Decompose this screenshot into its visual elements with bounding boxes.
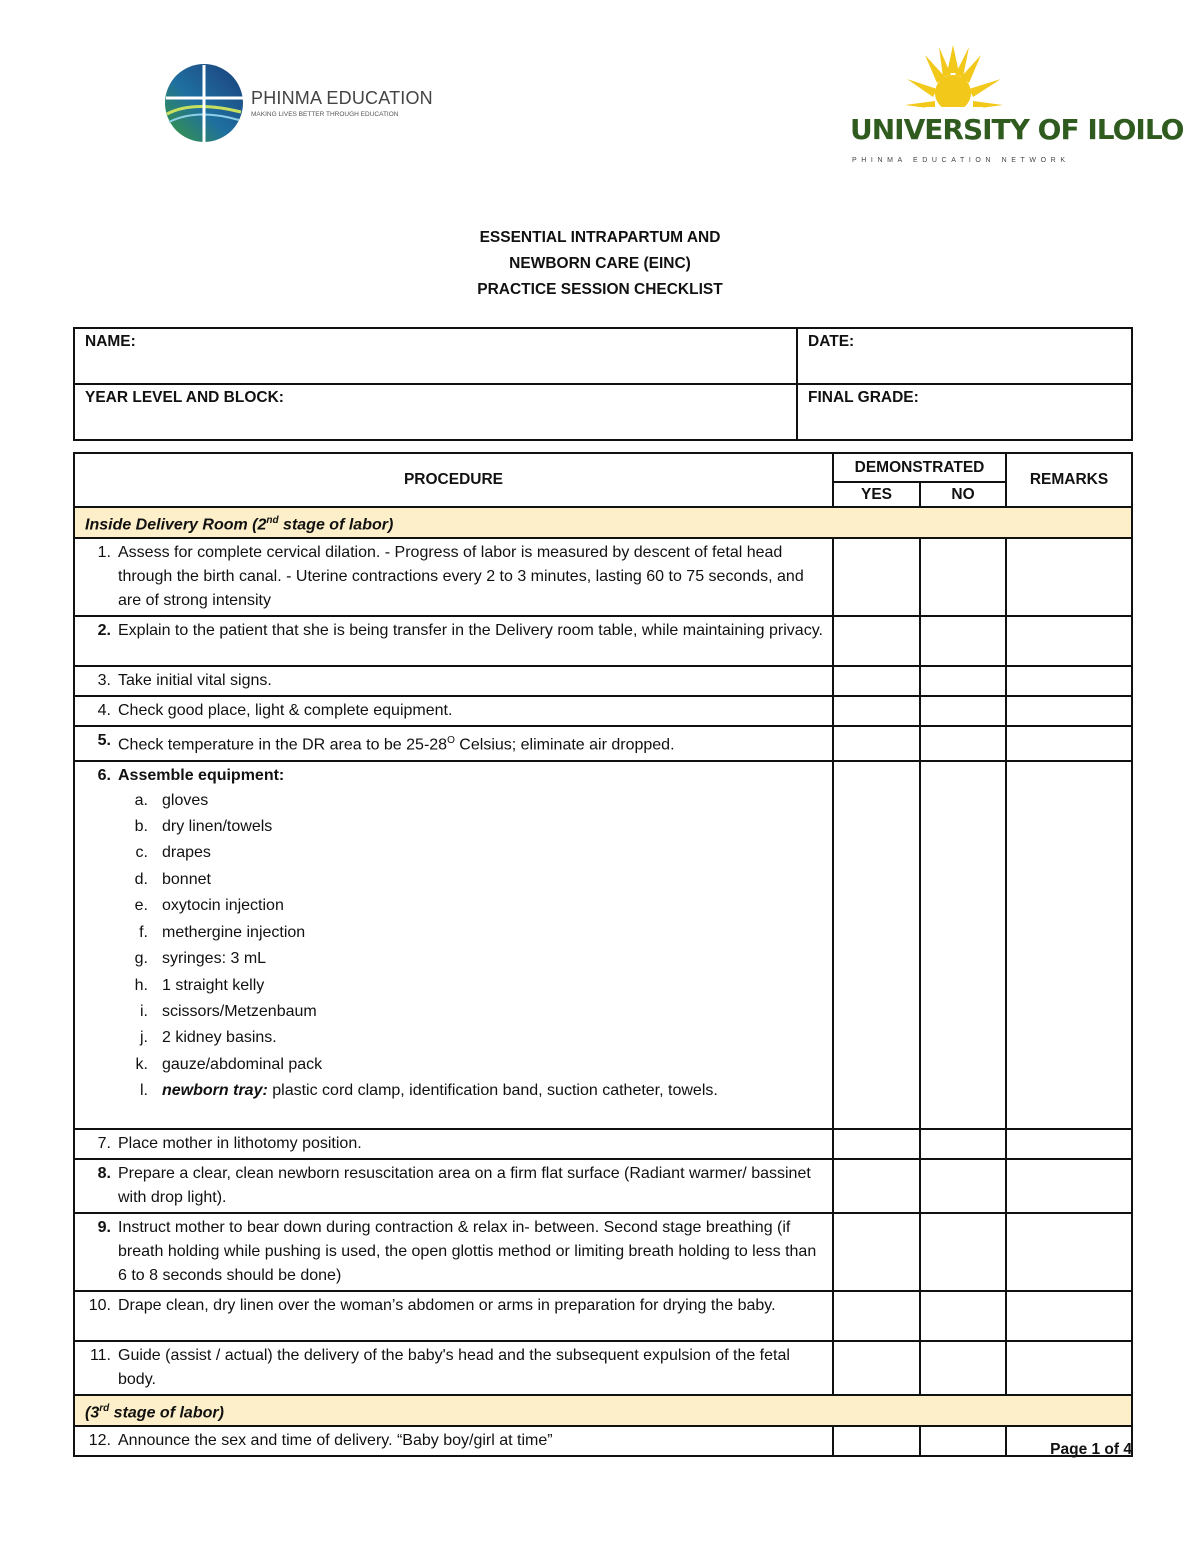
yes-cell[interactable] bbox=[833, 1129, 920, 1159]
item-number: 6. bbox=[97, 766, 111, 784]
yes-cell[interactable] bbox=[833, 696, 920, 726]
checklist-table bbox=[73, 452, 1133, 1457]
university-name: UNIVERSITY OF ILOILO bbox=[850, 113, 1184, 146]
item-text: Prepare a clear, clean newborn resuscitation area on a firm flat surface (Radiant warmer/ bassinet with drop light). bbox=[118, 1164, 811, 1206]
item-number: 1. bbox=[97, 544, 111, 562]
yes-cell[interactable] bbox=[833, 1159, 920, 1213]
list-item: j. 2 kidney basins. bbox=[140, 1029, 277, 1047]
student-info-table bbox=[73, 327, 1133, 441]
table-row bbox=[74, 1291, 1132, 1341]
no-cell[interactable] bbox=[920, 1426, 1006, 1456]
yes-cell[interactable] bbox=[833, 666, 920, 696]
remarks-header: REMARKS bbox=[1006, 453, 1132, 507]
no-cell[interactable] bbox=[920, 538, 1006, 616]
degree-sup: O bbox=[447, 735, 455, 747]
item-text: Assemble equipment: bbox=[118, 766, 285, 784]
no-cell[interactable] bbox=[920, 1213, 1006, 1291]
remarks-cell[interactable] bbox=[1006, 616, 1132, 666]
yes-cell[interactable] bbox=[833, 1213, 920, 1291]
title-line-3: PRACTICE SESSION CHECKLIST bbox=[477, 281, 723, 298]
phinma-tagline: MAKING LIVES BETTER THROUGH EDUCATION bbox=[251, 111, 399, 118]
yes-cell[interactable] bbox=[833, 726, 920, 760]
remarks-cell[interactable] bbox=[1006, 1341, 1132, 1395]
section-sup: nd bbox=[266, 515, 279, 526]
list-item: g. syringes: 3 mL bbox=[134, 950, 267, 968]
no-cell[interactable] bbox=[920, 616, 1006, 666]
university-network: PHINMA EDUCATION NETWORK bbox=[852, 157, 1070, 164]
remarks-cell[interactable] bbox=[1006, 696, 1132, 726]
list-item: e. oxytocin injection bbox=[134, 897, 284, 915]
demonstrated-header: DEMONSTRATED bbox=[833, 453, 1006, 482]
list-item: l. newborn tray: plastic cord clamp, identification band, suction catheter, towels. bbox=[140, 1082, 718, 1100]
title-line-2: NEWBORN CARE (EINC) bbox=[509, 255, 691, 272]
item-text: Assess for complete cervical dilation. - Progress of labor is measured by descent of fetal head through the birth canal. - Uterine contractions every 2 to 3 minutes, lasting 60 to 75 seconds, and are of strong intensity bbox=[118, 544, 804, 610]
table-row bbox=[74, 726, 1132, 760]
year-level-field[interactable]: YEAR LEVEL AND BLOCK: bbox=[74, 384, 797, 440]
item-text-end: Celsius; eliminate air dropped. bbox=[454, 736, 675, 754]
remarks-cell[interactable] bbox=[1006, 1129, 1132, 1159]
no-cell[interactable] bbox=[920, 726, 1006, 760]
item-text: Place mother in lithotomy position. bbox=[118, 1134, 362, 1152]
table-row bbox=[74, 696, 1132, 726]
page-number: Page 1 of 4 bbox=[1050, 1441, 1132, 1458]
list-item: b. dry linen/towels bbox=[134, 818, 273, 836]
item-text: Check temperature in the DR area to be 25-28 bbox=[118, 736, 448, 754]
section-second-stage bbox=[74, 507, 1132, 538]
no-cell[interactable] bbox=[920, 1159, 1006, 1213]
remarks-cell[interactable] bbox=[1006, 726, 1132, 760]
yes-cell[interactable] bbox=[833, 761, 920, 1129]
item-number: 3. bbox=[97, 672, 111, 690]
item-text: Announce the sex and time of delivery. “Baby boy/girl at time” bbox=[118, 1431, 553, 1449]
phinma-globe-icon bbox=[163, 62, 245, 144]
remarks-cell[interactable] bbox=[1006, 538, 1132, 616]
table-row bbox=[74, 1426, 1132, 1456]
no-cell[interactable] bbox=[920, 696, 1006, 726]
phinma-logo bbox=[163, 62, 433, 152]
remarks-cell[interactable] bbox=[1006, 666, 1132, 696]
table-row bbox=[74, 1129, 1132, 1159]
list-item: f. methergine injection bbox=[139, 923, 306, 941]
university-logo bbox=[850, 45, 1184, 170]
item-text: Drape clean, dry linen over the woman’s abdomen or arms in preparation for drying the baby. bbox=[118, 1296, 776, 1314]
remarks-cell[interactable] bbox=[1006, 1291, 1132, 1341]
item-number: 12. bbox=[88, 1431, 111, 1449]
no-cell[interactable] bbox=[920, 761, 1006, 1129]
yes-header: YES bbox=[833, 482, 920, 507]
item-number: 7. bbox=[97, 1134, 111, 1152]
item-number: 4. bbox=[97, 702, 111, 720]
item-text: Check good place, light & complete equipment. bbox=[118, 702, 453, 720]
table-row bbox=[74, 1213, 1132, 1291]
section-third-stage bbox=[74, 1395, 1132, 1426]
yes-cell[interactable] bbox=[833, 1291, 920, 1341]
section-sup: rd bbox=[99, 1402, 110, 1414]
yes-cell[interactable] bbox=[833, 1426, 920, 1456]
section-label-end: stage of labor) bbox=[109, 1403, 224, 1421]
title-line-1: ESSENTIAL INTRAPARTUM AND bbox=[479, 229, 721, 246]
list-item: i. scissors/Metzenbaum bbox=[140, 1002, 317, 1020]
item-number: 10. bbox=[88, 1296, 111, 1314]
list-item: h. 1 straight kelly bbox=[134, 976, 265, 994]
item-number: 2. bbox=[97, 622, 111, 640]
table-row bbox=[74, 761, 1132, 1129]
yes-cell[interactable] bbox=[833, 1341, 920, 1395]
name-field[interactable]: NAME: bbox=[74, 328, 797, 384]
list-item: a. gloves bbox=[134, 791, 209, 809]
item-text: Explain to the patient that she is being transfer in the Delivery room table, while maintaining privacy. bbox=[118, 622, 823, 640]
document-title bbox=[0, 225, 1200, 303]
table-row bbox=[74, 1341, 1132, 1395]
item-number: 9. bbox=[97, 1218, 111, 1236]
remarks-cell[interactable] bbox=[1006, 1159, 1132, 1213]
no-cell[interactable] bbox=[920, 1129, 1006, 1159]
item-text: Take initial vital signs. bbox=[118, 672, 272, 690]
item-number: 11. bbox=[89, 1346, 111, 1364]
remarks-cell[interactable] bbox=[1006, 761, 1132, 1129]
section-label: Inside Delivery Room (2 bbox=[85, 516, 267, 534]
date-field[interactable]: DATE: bbox=[797, 328, 1132, 384]
list-item: d. bonnet bbox=[134, 870, 211, 888]
item-text: Guide (assist / actual) the delivery of the baby's head and the subsequent expulsion of the fetal body. bbox=[118, 1346, 790, 1388]
table-row bbox=[74, 666, 1132, 696]
no-cell[interactable] bbox=[920, 1291, 1006, 1341]
list-item: c. drapes bbox=[135, 844, 211, 862]
yes-cell[interactable] bbox=[833, 538, 920, 616]
item-number: 5. bbox=[97, 732, 111, 750]
procedure-header: PROCEDURE bbox=[74, 453, 833, 507]
sun-icon bbox=[905, 45, 1005, 120]
section-label: (3 bbox=[85, 1403, 100, 1421]
table-row bbox=[74, 538, 1132, 616]
table-row bbox=[74, 616, 1132, 666]
no-cell[interactable] bbox=[920, 1341, 1006, 1395]
remarks-cell[interactable] bbox=[1006, 1213, 1132, 1291]
section-label-end: stage of labor) bbox=[278, 516, 394, 534]
no-cell[interactable] bbox=[920, 666, 1006, 696]
item-text: Instruct mother to bear down during contraction & relax in- between. Second stage breathing (if breath holding while pushing is used, the open glottis method or limiting breath holding to less than 6 to 8 seconds should be done) bbox=[118, 1218, 817, 1284]
item-number: 8. bbox=[97, 1164, 111, 1182]
final-grade-field[interactable]: FINAL GRADE: bbox=[797, 384, 1132, 440]
yes-cell[interactable] bbox=[833, 616, 920, 666]
table-row bbox=[74, 1159, 1132, 1213]
list-item: k. gauze/abdominal pack bbox=[135, 1055, 323, 1073]
phinma-name: PHINMA EDUCATION bbox=[251, 88, 433, 108]
no-header: NO bbox=[920, 482, 1006, 507]
